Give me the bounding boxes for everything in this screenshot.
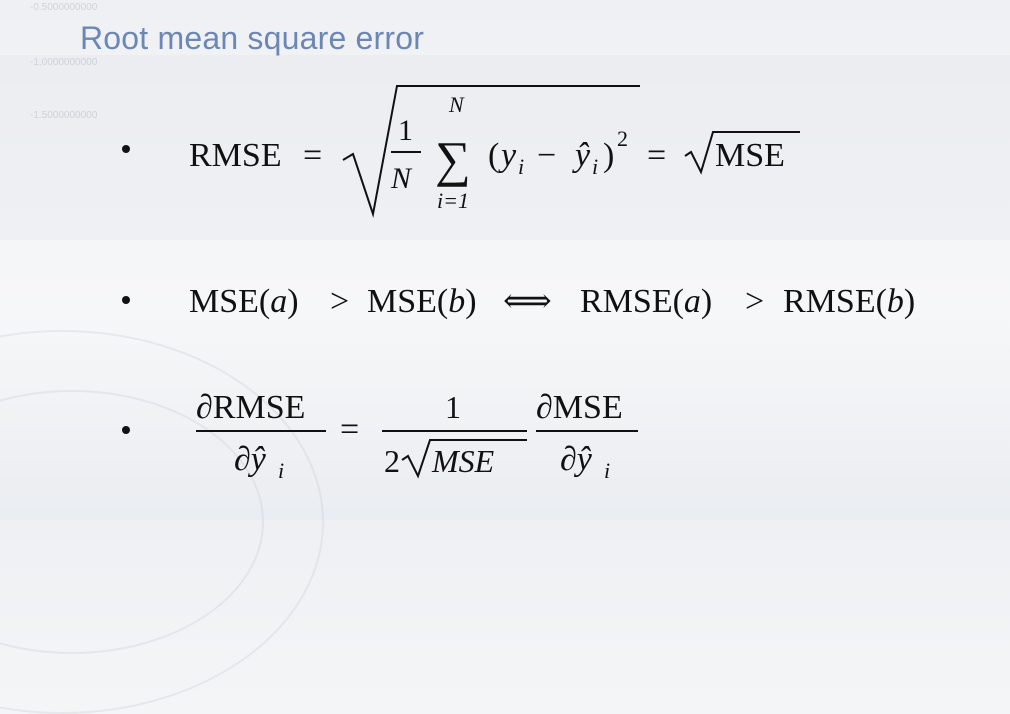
- equals-sign-2: =: [647, 137, 667, 174]
- subscript-i: i: [592, 154, 599, 179]
- exponent-2: 2: [617, 126, 628, 151]
- formula-rmse-definition: [185, 82, 815, 227]
- formula-equivalence: [185, 270, 955, 330]
- subscript-i: i: [278, 458, 285, 483]
- slide-title: Root mean square error: [80, 20, 425, 56]
- iff-arrow: ⟺: [503, 283, 552, 320]
- variable-yhat: ŷ: [575, 137, 591, 174]
- equals-sign: =: [303, 137, 323, 174]
- equals-sign-3: =: [340, 411, 360, 448]
- rmse-rhs-mse: MSE: [715, 137, 785, 174]
- d-yhat-denominator-2: ∂ŷ: [560, 441, 592, 478]
- d-rmse-numerator: ∂RMSE: [196, 389, 306, 426]
- mse-b: MSE(b): [367, 283, 477, 320]
- mse-italic: MSE: [432, 443, 495, 479]
- rmse-b: RMSE(b): [783, 283, 916, 320]
- greater-than: >: [330, 283, 350, 320]
- greater-than-2: >: [745, 283, 765, 320]
- minus-sign: −: [537, 137, 557, 174]
- d-yhat-denominator: ∂ŷ: [234, 441, 266, 478]
- one-numerator: 1: [445, 389, 461, 425]
- fraction-numerator: 1: [398, 114, 413, 147]
- ghost-axis-label: -1.0000000000: [30, 57, 98, 68]
- rmse-lhs: RMSE: [189, 137, 282, 174]
- paren-close: ): [603, 137, 615, 174]
- paren-open: (: [488, 137, 500, 174]
- subscript-i: i: [518, 154, 525, 179]
- d-mse-numerator: ∂MSE: [536, 389, 623, 426]
- fraction-denominator: N: [391, 162, 412, 195]
- sum-lower-limit: i=1: [437, 188, 469, 213]
- bullet-3: [122, 426, 130, 434]
- subscript-i: i: [604, 458, 611, 483]
- formula-3-svg: [190, 380, 650, 490]
- bullet-2: [122, 296, 130, 304]
- sum-symbol: ∑: [435, 131, 471, 187]
- two-coefficient: 2: [384, 443, 400, 479]
- rmse-a: RMSE(a): [580, 283, 713, 320]
- bullet-1: [122, 145, 130, 153]
- variable-y: y: [501, 137, 517, 174]
- formula-1-svg: [185, 82, 815, 227]
- sum-upper-limit: N: [449, 92, 464, 117]
- mse-a: MSE(a): [189, 283, 299, 320]
- ghost-axis-label: -0.5000000000: [30, 2, 98, 13]
- ghost-axis-label: -1.5000000000: [30, 110, 98, 121]
- formula-derivative: [190, 380, 650, 490]
- formula-2-svg: [185, 270, 955, 330]
